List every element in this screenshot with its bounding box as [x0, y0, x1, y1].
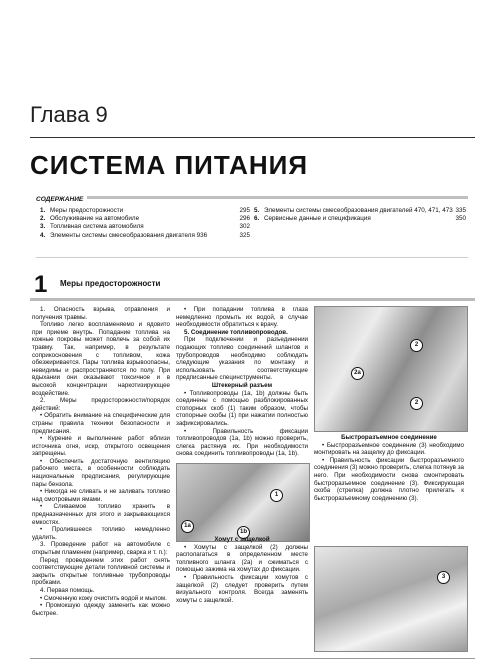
- paragraph: • Обеспечить достаточную вентиляцию рабочего места, в особенности соблюдать национальные предписания, регулирующие пары бензола.: [32, 457, 170, 488]
- toc-item-number: 3.: [40, 223, 46, 231]
- divider: [30, 137, 475, 138]
- paragraph: • Топливопроводы (1a, 1b) должны быть соединены с помощью разблокированных стопорных скоб (1) таким образом, чтобы стопорные скобы (1) при нажатии полностью зафиксировались.: [176, 389, 308, 427]
- paragraph: Перед проведением этих работ снять соответствующие детали топливной системы и закрыть открытые топливные трубопроводы пробками.: [32, 556, 170, 587]
- paragraph: 2. Меры предосторожности/порядок действий:: [32, 397, 170, 412]
- toc-item-page: 302: [239, 223, 250, 231]
- callout-2a: 2a: [351, 367, 364, 380]
- callout-1: 1: [270, 489, 283, 502]
- toc-item: [40, 232, 250, 240]
- callout-1b: 1b: [237, 526, 250, 539]
- chapter-label: Глава 9: [30, 102, 108, 127]
- toc-left-column: [40, 207, 250, 240]
- text-column-1: [32, 306, 170, 617]
- paragraph: 4. Первая помощь.: [40, 586, 95, 594]
- paragraph: 1. Опасность взрыва, отравления и получения травмы.: [32, 306, 170, 321]
- photo-clamp: [314, 306, 468, 432]
- paragraph: Штекерный разъем: [211, 381, 273, 389]
- paragraph: • Пролившееся топливо немедленно удалить.: [32, 526, 170, 541]
- photo-plug-connector: [176, 463, 310, 542]
- toc-item-page: 350: [455, 215, 466, 223]
- paragraph: • При попадании топлива в глаза немедленно промыть их водой, в случае необходимости обратиться к врачу.: [176, 306, 308, 329]
- blank-top-area: [0, 0, 500, 78]
- text-column-2-bottom: [176, 536, 308, 604]
- section-header: [30, 270, 475, 301]
- paragraph: При подключении и разъединении подающих топливо соединений шлангов и трубопроводов необходимо соблюдать следующие указания по монтажу и использовать соответствующие предписанные специнструменты.: [176, 336, 308, 382]
- callout-2: 2: [410, 339, 423, 352]
- section-title: Меры предосторожности: [60, 279, 161, 288]
- paragraph: • Курение и выполнение работ вблизи источника огня, искр, открытого освещения запрещены.: [32, 435, 170, 458]
- toc-item: [40, 207, 250, 215]
- callout-3: 3: [437, 571, 450, 584]
- toc-item-page: 295: [239, 207, 250, 214]
- section-number: 1: [34, 271, 48, 298]
- toc-item-title: Меры предосторожности: [50, 207, 124, 214]
- toc-item-page: 325: [239, 231, 250, 239]
- paragraph: Хомут с защелкой: [214, 536, 270, 543]
- toc-item-page: 335: [455, 207, 466, 214]
- paragraph: Быстроразъемное соединение: [341, 434, 437, 441]
- toc-item-number: 4.: [40, 231, 46, 239]
- paragraph: • Никогда не сливать и не заливать топливо над смотровыми ямами.: [32, 488, 170, 503]
- toc-item-title: Топливная система автомобиля: [50, 223, 144, 231]
- toc-right-column: [254, 207, 466, 223]
- toc-item-number: 5.: [254, 207, 260, 214]
- paragraph: 3. Проведение работ на автомобиле с открытым пламенем (например, сварка и т. п.):: [32, 541, 170, 556]
- paragraph: • Обратить внимание на специфические для страны правила техники безопасности и предписания.: [32, 412, 170, 435]
- toc-item: [254, 215, 466, 223]
- page-title: СИСТЕМА ПИТАНИЯ: [30, 150, 309, 180]
- paragraph: • Правильность фиксации быстроразъемного соединения (3) можно проверить, слегка потянув за него. При необходимости снова смонтировать быстроразъемное соединение (3). Фиксирующая скоба (стрелка) должна плотно прилегать к быстроразъемному соединению (3).: [314, 456, 464, 502]
- paragraph: • Промокшую одежду заменить как можно быстрее.: [32, 602, 170, 617]
- toc-item-number: 1.: [40, 207, 46, 214]
- toc-item-title: Элементы системы смесеобразования двигателей 470, 471, 473: [264, 207, 453, 214]
- toc-heading: СОДЕРЖАНИЕ: [36, 196, 87, 203]
- toc-item: [40, 223, 250, 231]
- paragraph: Топливо легко воспламеняемо и ядовито при приеме внутрь. Попадание топлива на кожные покровы может повлечь за собой их травму. Так, например, в результате соприкосновения с топливом, кожа обезжиривается. Пары топлива взрывоопасны, невидимы и распространяются по полу. При вдыхании они оказывают токсичное и в высокой концентрации наркотизирующее воздействие.: [32, 321, 170, 397]
- paragraph: • Правильность фиксации хомутов с защелкой (2) следует проверить путем визуального контроля. Всегда заменять хомуты с защелкой.: [176, 573, 308, 604]
- toc-item-page: 296: [239, 215, 250, 223]
- callout-1a: 1a: [181, 520, 194, 533]
- toc-item-number: 6.: [254, 215, 260, 223]
- toc-item-title: Обслуживание на автомобиле: [50, 215, 140, 223]
- paragraph: • Смоченную кожу очистить водой и мылом.: [40, 594, 167, 602]
- toc-item: [40, 215, 250, 223]
- toc-item-title: Элементы системы смесеобразования двигателя 936: [50, 231, 208, 239]
- table-of-contents: [36, 196, 468, 258]
- paragraph: 5. Соединение топливопроводов.: [184, 328, 288, 336]
- bottom-divider: [30, 658, 475, 659]
- photo-quick-connector: [314, 546, 468, 652]
- text-column-2-top: [176, 306, 308, 458]
- toc-item-title: Сервисные данные и спецификация: [264, 215, 371, 223]
- paragraph: • Хомуты с защелкой (2) должны располагаться в определенном месте топливного шланга (2a) и сжиматься с помощью зажима на хомутах до фиксации.: [176, 543, 308, 574]
- text-column-3: [314, 434, 464, 502]
- paragraph: • Быстроразъемное соединение (3) необходимо монтировать на защелку до фиксации.: [314, 441, 464, 457]
- paragraph: • Сливаемое топливо хранить в предназначенных для этого и закрывающихся емкостях.: [32, 503, 170, 526]
- paragraph: • Правильность фиксации топливопроводов (1a, 1b) можно проверить, слегка растянув их. При необходимости снова соединить топливопроводы (1a, 1b).: [176, 427, 308, 458]
- toc-item-number: 2.: [40, 215, 46, 223]
- toc-item: [254, 207, 466, 215]
- callout-2-second: 2: [410, 397, 423, 410]
